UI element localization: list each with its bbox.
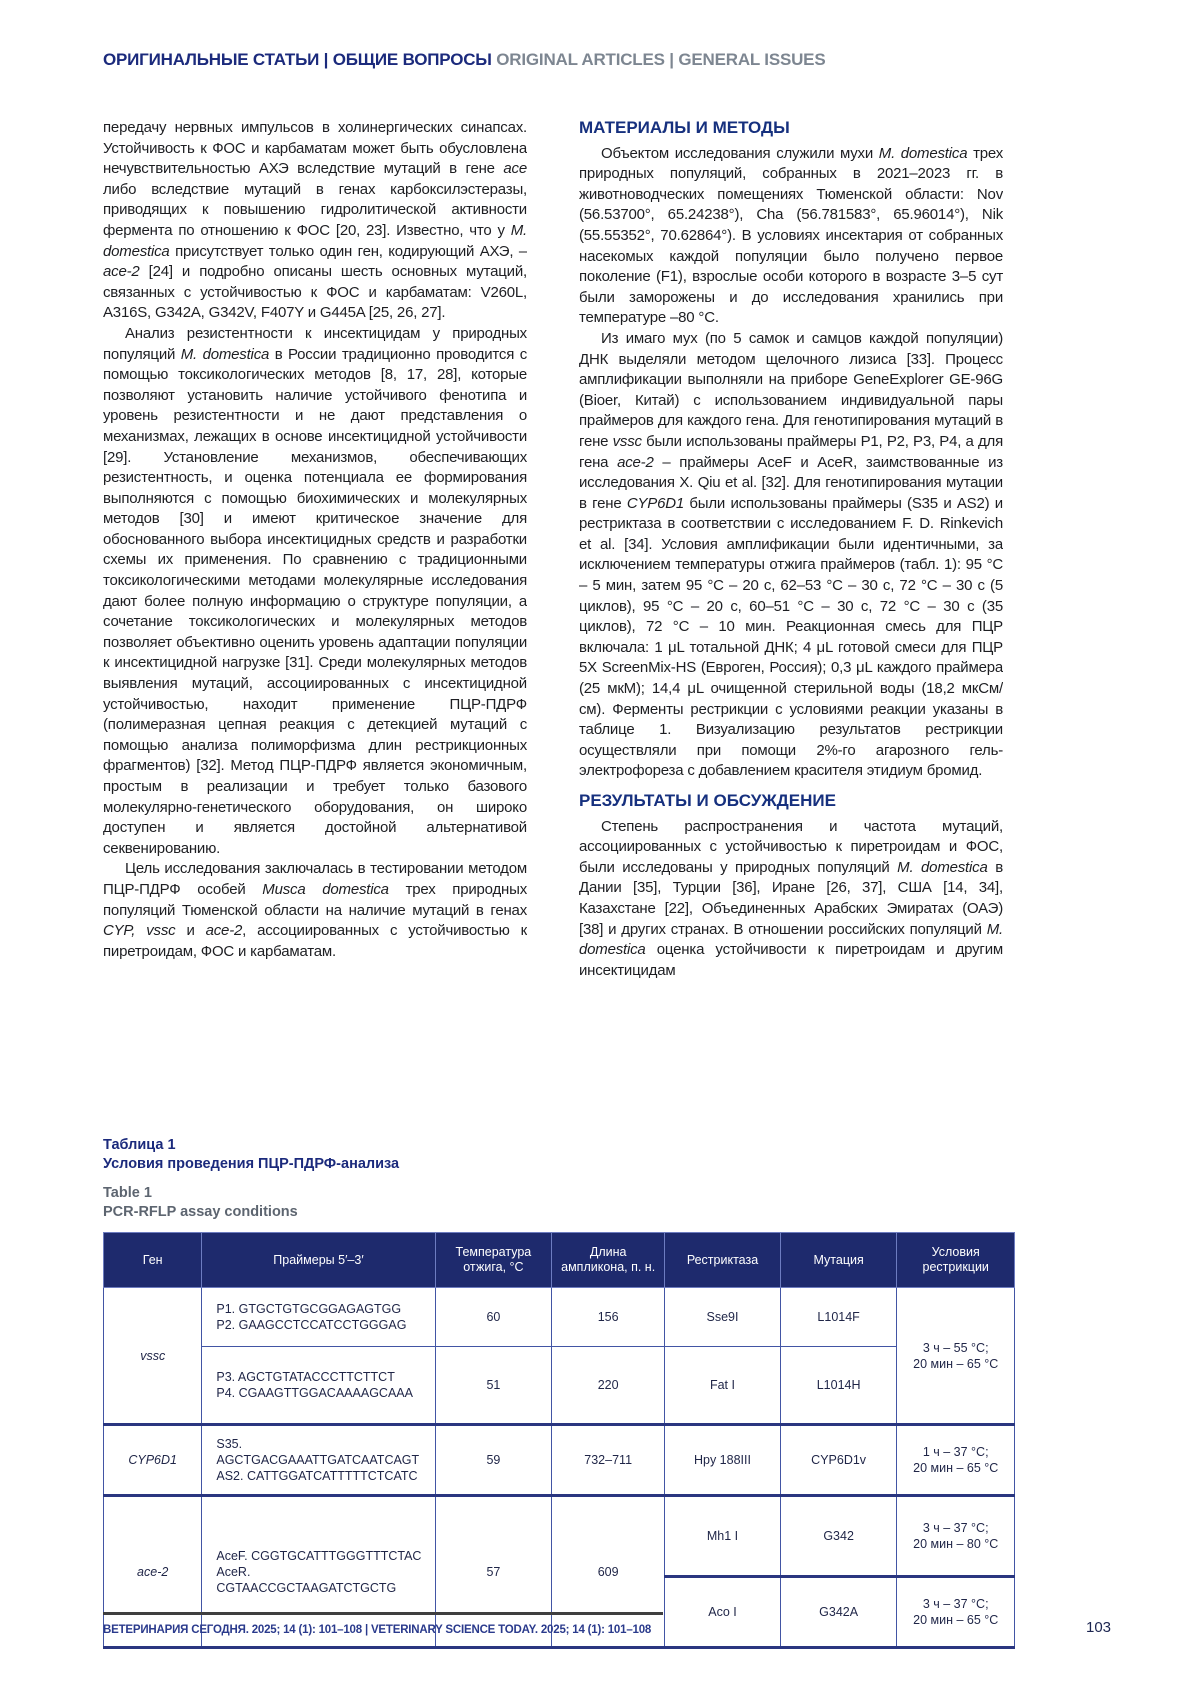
table-row [104, 1347, 1015, 1425]
mutation-cell: CYP6D1v [780, 1425, 897, 1496]
amplicon-cell: 609 [552, 1496, 665, 1648]
conditions-cell: 3 ч – 55 °C; 20 мин – 65 °C [897, 1288, 1015, 1425]
gene-cell-vssc: vssc [104, 1288, 202, 1425]
primers-cell: AceF. CGGTGCATTTGGGTTTCTAC AceR. CGTAACCGCTAAGATCTGCTG [202, 1496, 435, 1648]
temp-cell: 60 [435, 1288, 552, 1347]
temp-cell: 59 [435, 1425, 552, 1496]
section-heading-results-discussion: РЕЗУЛЬТАТЫ И ОБСУЖДЕНИЕ [579, 791, 836, 810]
gene-cell-ace2: ace-2 [104, 1496, 202, 1648]
restrictase-cell: Mh1 I [665, 1496, 781, 1577]
col-header-annealing-temp: Температура отжига, °C [435, 1233, 552, 1288]
temp-cell: 51 [435, 1347, 552, 1425]
conditions-cell: 1 ч – 37 °C; 20 мин – 65 °C [897, 1425, 1015, 1496]
paragraph: Цель исследования заключалась в тестировании методом ПЦР-ПДРФ особей Musca domestica трех природных популяций Тюменской области на наличие мутаций в генах CYP, vssc и ace-2, ассоциированных с устойчивостью к пиретроидам, ФОС и карбаматам. [103, 860, 527, 960]
paragraph: Степень распространения и частота мутаций, ассоциированных с устойчивостью к пиретроидам и ФОС, были исследованы у природных популяций M. domestica в Дании [35], Турции [36], Иране [26, 37], США [14, 34], Казахстане [22], Объединенных Арабских Эмиратах (ОАЭ) [38] и других странах. В отношении российских популяций M. domestica оценка устойчивости к пиретроидам и другим инсектицидам [579, 817, 1003, 979]
conditions-cell: 3 ч – 37 °C; 20 мин – 65 °C [897, 1577, 1015, 1648]
restrictase-cell: Sse9I [665, 1288, 781, 1347]
table-row [104, 1496, 1015, 1577]
primers-cell: S35. AGCTGACGAAATTGATCAATCAGT AS2. CATTGGATCATTTTTCTCATC [202, 1425, 435, 1496]
table-header-row [104, 1233, 1015, 1288]
col-header-gene: Ген [104, 1233, 202, 1288]
table-caption-en: Table 1 PCR-RFLP assay conditions [103, 1185, 298, 1220]
paragraph: передачу нервных импульсов в холинергических синапсах. Устойчивость к ФОС и карбаматам может быть обусловлена нечувствительностью АХЭ вследствие мутаций в гене ace либо вследствие мутаций в генах карбоксилэстеразы, приводящих к повышению гидролитической активности фермента по отношению к ФОС [20, 23]. Известно, что у M. domestica присутствует только один ген, кодирующий АХЭ, – ace-2 [24] и подробно описаны шесть основных мутаций, связанных с устойчивостью к ФОС и карбаматам: V260L, A316S, G342A, G342V, F407Y и G445A [25, 26, 27]. [103, 119, 527, 322]
running-head-en: ORIGINAL ARTICLES | GENERAL ISSUES [496, 50, 826, 69]
col-header-mutation: Мутация [780, 1233, 897, 1288]
restrictase-cell: Fat I [665, 1347, 781, 1425]
running-head [103, 50, 825, 70]
primers-cell: P1. GTGCTGTGCGGAGAGTGG P2. GAAGCCTCCATCCTGGGAG [202, 1288, 435, 1347]
page-number: 103 [1086, 1619, 1112, 1636]
amplicon-cell: 732–711 [552, 1425, 665, 1496]
footer-journal-line: ВЕТЕРИНАРИЯ СЕГОДНЯ. 2025; 14 (1): 101–108 | VETERINARY SCIENCE TODAY. 2025; 14 (1): 101–108 [103, 1624, 652, 1636]
amplicon-cell: 220 [552, 1347, 665, 1425]
paragraph: Анализ резистентности к инсектицидам у природных популяций M. domestica в России традиционно проводится с помощью токсикологических методов [8, 17, 28], которые позволяют установить наличие устойчивого фенотипа и уровень резистентности и не дают представления о механизмах, лежащих в основе инсектицидной устойчивости [29]. Установление механизмов, обеспечивающих резистентность, и оценка потенциала ее формирования выполняются с помощью биохимических и молекулярных методов [30] и имеют критическое значение для обоснованного выбора инсектицидных средств и разработки схемы их применения. По сравнению с традиционными токсикологическими методами молекулярные исследования дают более полную информацию о структуре популяции, а сочетание токсикологических и молекулярных методов позволяет объективно оценить уровень адаптации популяции к инсектицидной нагрузке [31]. Среди молекулярных методов выявления мутаций, ассоциированных с инсектицидной устойчивостью, находит применение ПЦР-ПДРФ (полимеразная цепная реакция с детекцией мутаций с помощью анализа полиморфизма длин рестрикционных фрагментов) [32]. Метод ПЦР-ПДРФ является экономичным, простым в реализации и требует только базового молекулярно-генетического оборудования, он широко доступен и является достойной альтернативой секвенированию. [103, 324, 527, 857]
mutation-cell: L1014F [780, 1288, 897, 1347]
restrictase-cell: Aco I [665, 1577, 781, 1648]
col-header-restriction-conditions: Условия рестрикции [897, 1233, 1015, 1288]
right-text-column [579, 118, 1003, 1130]
paragraph: Из имаго мух (по 5 самок и самцов каждой популяции) ДНК выделяли методом щелочного лизиса [33]. Процесс амплификации выполняли на приборе GeneExplorer GE-96G (Bioer, Китай) с использованием индивидуальной пары праймеров для каждого гена. Для генотипирования мутаций в гене vssc были использованы праймеры P1, P2, P3, P4, а для гена ace-2 – праймеры AceF и AceR, заимствованные из исследования X. Qiu et al. [32]. Для генотипирования мутации в гене CYP6D1 были использованы праймеры (S35 и AS2) и рестриктаза в соответствии с исследованием F. D. Rinkevich et al. [34]. Условия амплификации были идентичными, за исключением температуры отжига праймеров (табл. 1): 95 °C – 5 мин, затем 95 °C – 20 с, 62–53 °C – 30 с, 72 °C – 30 с (5 циклов), 95 °C – 20 с, 60–51 °C – 30 с, 72 °C – 30 с (35 циклов), 72 °C – 10 мин. Реакционная смесь для ПЦР включала: 1 μL тотальной ДНК; 4 μL готовой смеси для ПЦР 5X ScreenMix-HS (Евроген, Россия); 0,3 μL каждого праймера (25 мкМ); 14,4 μL очищенной стерильной воды (18,2 мкСм/см). Ферменты рестрикции с условиями реакции указаны в таблице 1. Визуализацию результатов рестрикции осуществляли при помощи 2%-го агарозного гель-электрофореза с добавлением красителя этидиум бромид. [579, 329, 1003, 780]
table-row [104, 1425, 1015, 1496]
temp-cell: 57 [435, 1496, 552, 1648]
col-header-restrictase: Рестриктаза [665, 1233, 781, 1288]
amplicon-cell: 156 [552, 1288, 665, 1347]
pcr-rflp-conditions-table [103, 1232, 1015, 1649]
restrictase-cell: Hpy 188III [665, 1425, 781, 1496]
paragraph: Объектом исследования служили мухи M. domestica трех природных популяций, собранных в 2021–2023 гг. в животноводческих помещениях Тюменской области: Nov (56.53700°, 65.24238°), Cha (56.781583°, 65.96014°), Nik (55.55352°, 70.62864°). В условиях инсектария от собранных насекомых каждой популяции было получено первое поколение (F1), взрослые особи которого в возрасте 3–5 сут были заморожены и до исследования хранились при температуре –80 °C. [579, 144, 1003, 327]
primers-cell: P3. AGCTGTATACCCTTCTTCT P4. CGAAGTTGGACAAAAGCAAA [202, 1347, 435, 1425]
table-caption-ru: Таблица 1 Условия проведения ПЦР-ПДРФ-анализа [103, 1137, 400, 1172]
col-header-primers: Праймеры 5′–3′ [202, 1233, 435, 1288]
running-head-ru: ОРИГИНАЛЬНЫЕ СТАТЬИ | ОБЩИЕ ВОПРОСЫ [103, 50, 497, 69]
col-header-amplicon-length: Длина ампликона, п. н. [552, 1233, 665, 1288]
table-row [104, 1288, 1015, 1347]
conditions-cell: 3 ч – 37 °C; 20 мин – 80 °C [897, 1496, 1015, 1577]
gene-cell-cyp6d1: CYP6D1 [104, 1425, 202, 1496]
mutation-cell: L1014H [780, 1347, 897, 1425]
mutation-cell: G342 [780, 1496, 897, 1577]
section-heading-materials-methods: МАТЕРИАЛЫ И МЕТОДЫ [579, 118, 790, 137]
left-text-column [103, 118, 527, 1130]
footer-divider [103, 1612, 663, 1615]
mutation-cell: G342A [780, 1577, 897, 1648]
